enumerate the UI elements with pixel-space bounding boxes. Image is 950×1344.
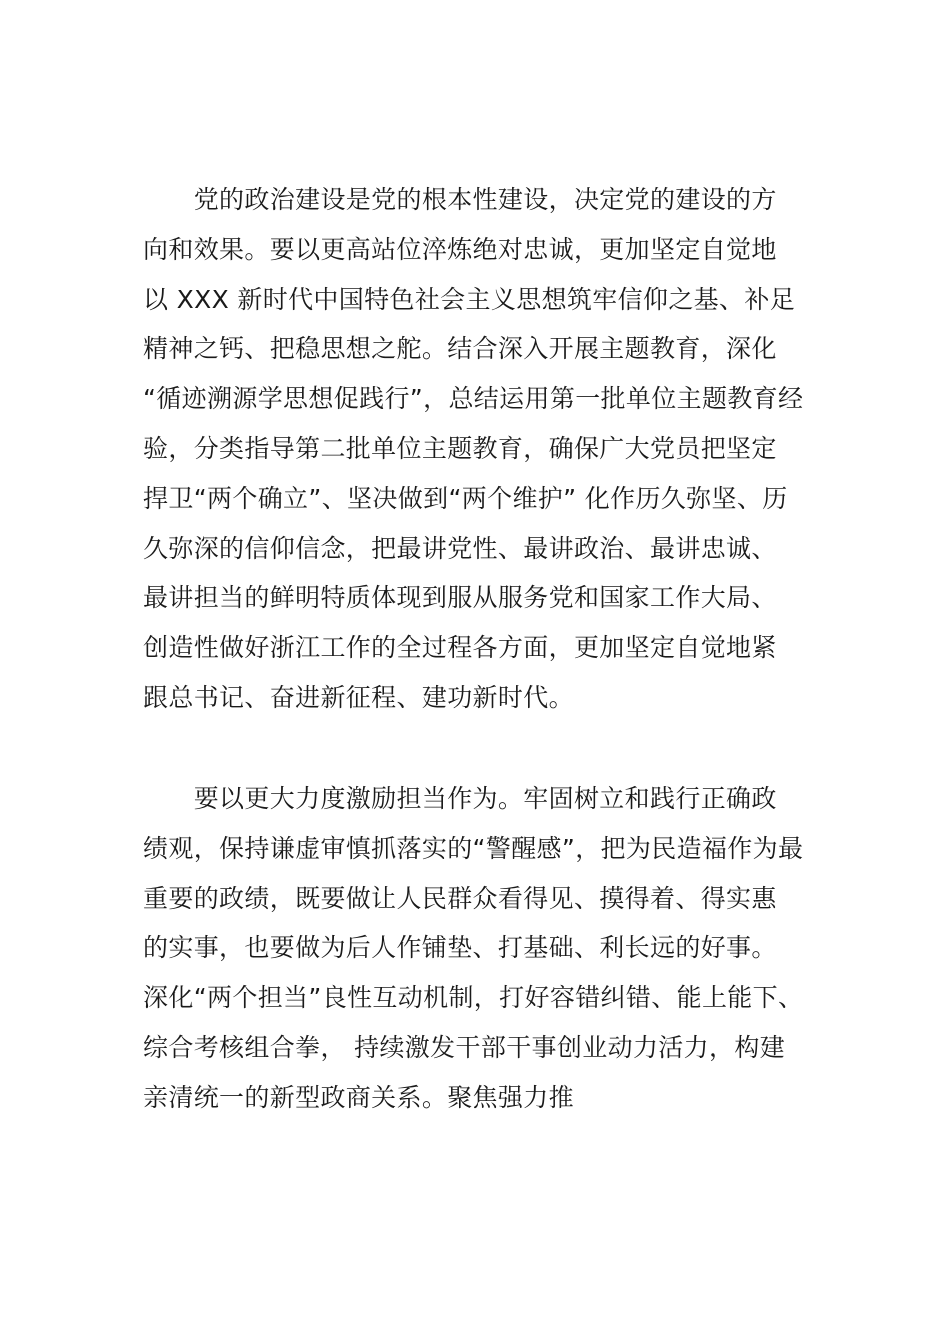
text-line: 重要的政绩，既要做让人民群众看得见、摸得着、得实惠 [143,883,777,913]
paragraph-incentive-responsibility [143,774,811,1123]
text-line: 创造性做好浙江工作的全过程各方面，更加坚定自觉地紧 [143,633,777,663]
text-line: 以 XXX 新时代中国特色社会主义思想筑牢信仰之基、补足 [143,284,796,314]
text-line: 综合考核组合拳， 持续激发干部干事创业动力活力，构建 [143,1032,786,1062]
text-line: 验，分类指导第二批单位主题教育，确保广大党员把坚定 [143,433,777,463]
text-line: 最讲担当的鲜明特质体现到服从服务党和国家工作大局、 [143,583,777,613]
text-line: 跟总书记、奋进新征程、建功新时代。 [143,682,574,712]
text-line: 绩观，保持谦虚审慎抓落实的“警醒感”，把为民造福作为最 [143,833,804,863]
text-line: 深化“两个担当”良性互动机制，打好容错纠错、能上能下、 [143,983,804,1013]
text-line: 的实事，也要做为后人作铺垫、打基础、利长远的好事。 [143,933,777,963]
text-line: 精神之钙、把稳思想之舵。结合深入开展主题教育，深化 [143,334,777,364]
text-line: 党的政治建设是党的根本性建设，决定党的建设的方 [143,185,777,214]
text-line: 向和效果。要以更高站位淬炼绝对忠诚，更加坚定自觉地 [143,234,777,264]
text-line: “循迹溯源学思想促践行”，总结运用第一批单位主题教育经 [143,384,804,414]
text-line: 捍卫“两个确立”、坚决做到“两个维护” 化作历久弥坚、历 [143,483,788,513]
text-line: 久弥深的信仰信念，把最讲党性、最讲政治、最讲忠诚、 [143,533,777,563]
text-line: 亲清统一的新型政商关系。聚焦强力推 [143,1082,574,1112]
text-line: 要以更大力度激励担当作为。牢固树立和践行正确政 [143,784,777,813]
paragraph-political-building [143,175,811,723]
